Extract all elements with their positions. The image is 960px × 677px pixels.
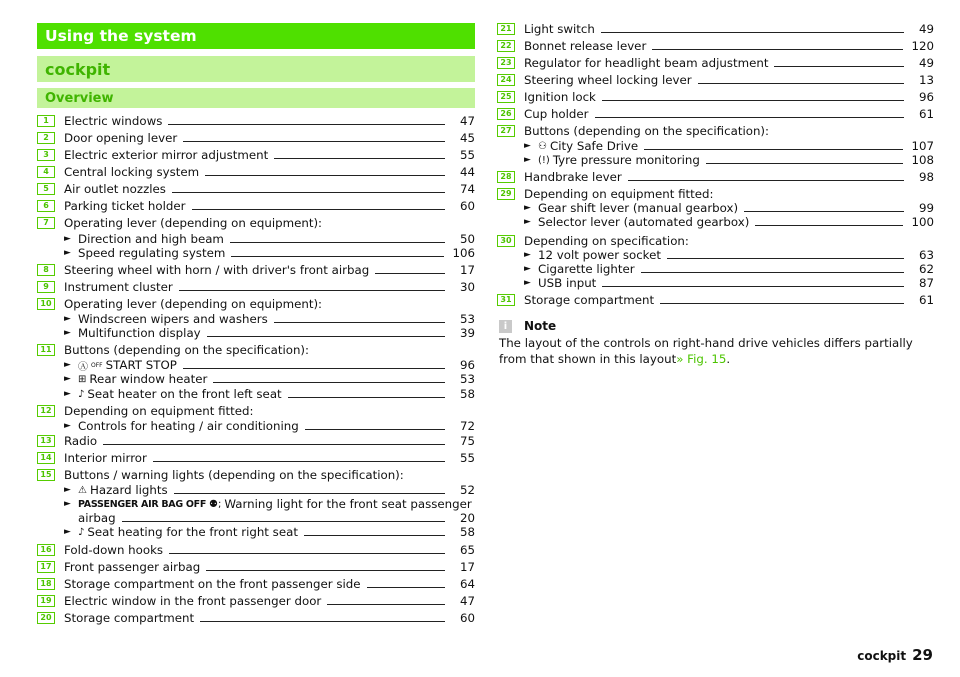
item-number: 11 — [37, 344, 55, 356]
page-ref[interactable]: 87 — [918, 276, 934, 290]
chapter-heading: cockpit — [37, 56, 475, 82]
leader-line — [168, 124, 445, 125]
bullet-icon: ► — [64, 248, 71, 258]
sub-entry-line[interactable] — [64, 418, 475, 434]
page-ref[interactable]: 99 — [918, 201, 934, 215]
entry-line[interactable] — [524, 169, 934, 185]
leader-line — [206, 570, 445, 571]
leader-line — [192, 209, 446, 210]
entry-text: Radio — [64, 434, 98, 448]
leader-line — [304, 535, 445, 536]
page-ref[interactable]: 72 — [459, 419, 475, 433]
entry-line[interactable] — [64, 130, 475, 146]
leader-line — [183, 368, 445, 369]
page-ref[interactable]: 20 — [459, 511, 475, 525]
bullet-icon: ► — [524, 217, 531, 227]
item-number: 1 — [37, 115, 55, 127]
bullet-icon: ► — [524, 250, 531, 260]
entry-text: Front passenger airbag — [64, 560, 201, 574]
page-ref[interactable]: 100 — [911, 215, 934, 229]
entry-text: Depending on equipment fitted: — [524, 187, 714, 201]
page-ref[interactable]: 63 — [918, 248, 934, 262]
note-text — [499, 335, 929, 367]
airbag-off-icon: ⚉; — [209, 498, 222, 510]
bullet-icon: ► — [64, 234, 71, 244]
entry-text: Steering wheel locking lever — [524, 73, 692, 87]
bullet-icon: ► — [64, 360, 71, 370]
entry-line[interactable] — [64, 342, 475, 358]
bullet-icon: ► — [64, 374, 71, 384]
page-ref[interactable]: 106 — [452, 246, 475, 260]
leader-line — [602, 286, 904, 287]
sub-entry-line[interactable] — [524, 275, 934, 291]
leader-line — [644, 149, 903, 150]
bullet-icon: ► — [64, 328, 71, 338]
item-number: 6 — [37, 200, 55, 212]
leader-line — [172, 192, 445, 193]
leader-line — [200, 621, 445, 622]
item-number: 9 — [37, 281, 55, 293]
entry-line[interactable] — [64, 559, 475, 575]
note-heading — [499, 319, 556, 333]
off-label: OFF — [91, 361, 103, 369]
page-ref[interactable]: 58 — [459, 525, 475, 539]
bullet-icon: ► — [64, 527, 71, 537]
page-ref[interactable]: 44 — [459, 165, 475, 179]
leader-line — [103, 444, 445, 445]
page-ref[interactable]: 107 — [911, 139, 934, 153]
page-ref[interactable]: 55 — [459, 148, 475, 162]
leader-line — [595, 117, 904, 118]
entry-text: Handbrake lever — [524, 170, 622, 184]
entry-line[interactable] — [64, 164, 475, 180]
item-number: 27 — [497, 125, 515, 137]
leader-line — [207, 336, 445, 337]
entry-line[interactable] — [524, 38, 934, 54]
entry-text: Speed regulating system — [78, 246, 226, 260]
leader-line — [274, 322, 445, 323]
leader-line — [153, 461, 445, 462]
item-number: 14 — [37, 452, 55, 464]
sub-entry-line[interactable] — [64, 371, 475, 387]
tyre-pressure-icon: (!) — [538, 154, 550, 166]
entry-line[interactable] — [64, 433, 475, 449]
entry-line[interactable] — [524, 106, 934, 122]
entry-line[interactable] — [64, 610, 475, 626]
entry-text: Windscreen wipers and washers — [78, 312, 268, 326]
leader-line — [641, 272, 904, 273]
page-ref[interactable]: 13 — [918, 73, 934, 87]
leader-line — [660, 303, 904, 304]
hazard-triangle-icon: ⚠ — [78, 484, 87, 496]
bullet-icon: ► — [64, 389, 71, 399]
page-ref[interactable]: 74 — [459, 182, 475, 196]
page-ref[interactable]: 53 — [459, 372, 475, 386]
item-number: 22 — [497, 40, 515, 52]
entry-text: Regulator for headlight beam adjustment — [524, 56, 769, 70]
bullet-icon: ► — [524, 278, 531, 288]
entry-line[interactable] — [64, 215, 475, 231]
entry-text: Parking ticket holder — [64, 199, 186, 213]
footer-section: cockpit — [857, 649, 907, 663]
leader-line — [774, 66, 904, 67]
page-ref[interactable]: 52 — [459, 483, 475, 497]
item-number: 2 — [37, 132, 55, 144]
entry-text: USB input — [538, 276, 597, 290]
entry-text: Seat heating for the front right seat — [87, 525, 298, 539]
item-number: 13 — [37, 435, 55, 447]
leader-line — [305, 429, 445, 430]
page-ref[interactable]: 75 — [459, 434, 475, 448]
item-number: 23 — [497, 57, 515, 69]
entry-text: Tyre pressure monitoring — [552, 153, 700, 167]
bullet-icon: ► — [64, 485, 71, 495]
page-ref[interactable]: 60 — [459, 611, 475, 625]
entry-line[interactable] — [64, 279, 475, 295]
item-number: 5 — [37, 183, 55, 195]
note-body: The layout of the controls on right-hand drive vehicles differs partially from that shown in this layout — [499, 336, 913, 366]
entry-text: Depending on specification: — [524, 234, 689, 248]
rear-window-heater-icon: ⊞ — [78, 373, 87, 385]
item-number: 16 — [37, 544, 55, 556]
entry-text: Buttons (depending on the specification): — [524, 124, 769, 138]
subsection-heading: Overview — [37, 88, 475, 108]
item-number: 28 — [497, 171, 515, 183]
entry-text: City Safe Drive — [549, 139, 639, 153]
bullet-icon: ► — [524, 264, 531, 274]
leader-line — [169, 553, 445, 554]
entry-line[interactable] — [524, 89, 934, 105]
leader-line — [755, 225, 903, 226]
entry-text: START STOP — [105, 358, 177, 372]
item-number: 29 — [497, 188, 515, 200]
item-number: 8 — [37, 264, 55, 276]
leader-line — [213, 382, 445, 383]
entry-text: Electric windows — [64, 114, 163, 128]
entry-text: Selector lever (automated gearbox) — [538, 215, 750, 229]
leader-line — [179, 290, 445, 291]
item-number: 20 — [37, 612, 55, 624]
entry-line[interactable] — [524, 55, 934, 71]
leader-line — [122, 521, 445, 522]
city-safe-drive-icon: ⚇ — [538, 140, 547, 152]
leader-line — [367, 587, 445, 588]
leader-line — [205, 175, 445, 176]
seat-heater-icon: ♪ — [78, 388, 85, 400]
note-end: . — [726, 352, 731, 366]
entry-line[interactable] — [64, 198, 475, 214]
entry-text: Direction and high beam — [78, 232, 224, 246]
entry-line[interactable] — [524, 292, 934, 308]
item-number: 10 — [37, 298, 55, 310]
entry-text: Storage compartment — [524, 293, 655, 307]
leader-line — [327, 604, 445, 605]
page-ref[interactable]: 39 — [459, 326, 475, 340]
page-ref[interactable]: 98 — [918, 170, 934, 184]
entry-text: Buttons (depending on the specification): — [64, 343, 309, 357]
page-ref[interactable]: 47 — [459, 114, 475, 128]
page-ref[interactable]: 49 — [918, 22, 934, 36]
leader-line — [230, 242, 445, 243]
entry-line[interactable] — [64, 296, 475, 312]
entry-text: Storage compartment — [64, 611, 195, 625]
bullet-icon: ► — [524, 203, 531, 213]
page-ref[interactable]: 64 — [459, 577, 475, 591]
page-ref[interactable]: 55 — [459, 451, 475, 465]
bullet-icon: ► — [524, 155, 531, 165]
page-ref[interactable]: 96 — [459, 358, 475, 372]
item-number: 31 — [497, 294, 515, 306]
leader-line — [602, 100, 904, 101]
page-ref[interactable]: 50 — [459, 232, 475, 246]
leader-line — [183, 141, 445, 142]
item-number: 17 — [37, 561, 55, 573]
seat-heater-icon: ♪ — [78, 526, 85, 538]
leader-line — [174, 493, 445, 494]
entry-line[interactable] — [64, 181, 475, 197]
leader-line — [652, 49, 903, 50]
page-ref[interactable]: 49 — [918, 56, 934, 70]
entry-text: Interior mirror — [64, 451, 147, 465]
page-ref[interactable]: 30 — [459, 280, 475, 294]
page-ref[interactable]: 47 — [459, 594, 475, 608]
entry-text: Electric exterior mirror adjustment — [64, 148, 269, 162]
page-ref[interactable]: 58 — [459, 387, 475, 401]
item-number: 24 — [497, 74, 515, 86]
sub-entry-line[interactable] — [64, 524, 475, 540]
entry-text: Gear shift lever (manual gearbox) — [538, 201, 739, 215]
leader-line — [375, 273, 445, 274]
entry-line[interactable] — [524, 123, 934, 139]
page-ref[interactable]: 108 — [911, 153, 934, 167]
leader-line — [288, 397, 445, 398]
item-number: 15 — [37, 469, 55, 481]
leader-line — [274, 158, 445, 159]
page-ref[interactable]: 61 — [918, 107, 934, 121]
entry-line[interactable] — [64, 542, 475, 558]
entry-text: Operating lever (depending on equipment): — [64, 216, 323, 230]
sub-entry-line[interactable] — [524, 214, 934, 230]
entry-line[interactable] — [64, 403, 475, 419]
entry-text: Light switch — [524, 22, 595, 36]
entry-text: Buttons / warning lights (depending on the specification): — [64, 468, 404, 482]
entry-text: Door opening lever — [64, 131, 178, 145]
entry-line[interactable] — [64, 262, 475, 278]
entry-text: Instrument cluster — [64, 280, 173, 294]
page-ref[interactable]: 120 — [911, 39, 934, 53]
page-ref[interactable]: 45 — [459, 131, 475, 145]
sub-entry-line[interactable] — [64, 386, 475, 402]
item-number: 25 — [497, 91, 515, 103]
entry-line[interactable] — [64, 576, 475, 592]
passenger-airbag-label: PASSENGER AIR BAG OFF — [78, 498, 207, 510]
page-ref[interactable]: 61 — [918, 293, 934, 307]
bullet-icon: ► — [64, 314, 71, 324]
item-number: 21 — [497, 23, 515, 35]
entry-text: Central locking system — [64, 165, 200, 179]
leader-line — [706, 163, 904, 164]
entry-text: 12 volt power socket — [538, 248, 661, 262]
leader-line — [628, 180, 904, 181]
item-number: 12 — [37, 405, 55, 417]
entry-text: Electric window in the front passenger door — [64, 594, 322, 608]
page-ref[interactable]: 17 — [459, 560, 475, 574]
entry-text: Rear window heater — [89, 372, 208, 386]
entry-line[interactable] — [64, 113, 475, 129]
entry-text: Ignition lock — [524, 90, 596, 104]
entry-text: airbag — [78, 511, 116, 525]
entry-text: Cup holder — [524, 107, 589, 121]
note-label: Note — [524, 319, 557, 333]
entry-text: Controls for heating / air conditioning — [78, 419, 299, 433]
entry-line[interactable] — [64, 450, 475, 466]
entry-text: Steering wheel with horn / with driver's front airbag — [64, 263, 370, 277]
page-ref[interactable]: 65 — [459, 543, 475, 557]
entry-line[interactable] — [64, 147, 475, 163]
entry-text: Multifunction display — [78, 326, 201, 340]
entry-line[interactable] — [524, 21, 934, 37]
entry-text: Warning light for the front seat passenger — [224, 497, 472, 511]
page-ref[interactable]: 62 — [918, 262, 934, 276]
item-number: 3 — [37, 149, 55, 161]
item-number: 19 — [37, 595, 55, 607]
entry-text: Storage compartment on the front passenger side — [64, 577, 361, 591]
item-number: 18 — [37, 578, 55, 590]
info-icon: i — [499, 320, 512, 333]
page-ref[interactable]: 17 — [459, 263, 475, 277]
bullet-icon: ► — [64, 499, 71, 509]
leader-line — [698, 83, 904, 84]
entry-text: Seat heater on the front left seat — [87, 387, 282, 401]
entry-text: Fold-down hooks — [64, 543, 164, 557]
entry-line[interactable] — [64, 467, 475, 483]
bullet-icon: ► — [524, 141, 531, 151]
entry-text: Depending on equipment fitted: — [64, 404, 254, 418]
figure-link[interactable]: » Fig. 15 — [676, 352, 727, 366]
page-footer — [857, 646, 933, 664]
entry-text: Hazard lights — [89, 483, 168, 497]
entry-line[interactable] — [64, 593, 475, 609]
leader-line — [231, 256, 444, 257]
leader-line — [744, 211, 904, 212]
entry-text: Cigarette lighter — [538, 262, 635, 276]
entry-text: Bonnet release lever — [524, 39, 647, 53]
entry-text: Air outlet nozzles — [64, 182, 166, 196]
section-heading: Using the system — [37, 23, 475, 49]
leader-line — [667, 258, 904, 259]
sub-entry-line[interactable] — [64, 325, 475, 341]
entry-text: Operating lever (depending on equipment): — [64, 297, 323, 311]
sub-entry-line[interactable] — [524, 152, 934, 168]
entry-line[interactable] — [524, 72, 934, 88]
start-stop-icon: Ⓐ — [78, 361, 88, 373]
item-number: 4 — [37, 166, 55, 178]
leader-line — [601, 32, 904, 33]
page-ref[interactable]: 96 — [918, 90, 934, 104]
sub-entry-line[interactable] — [64, 245, 475, 261]
page-ref[interactable]: 53 — [459, 312, 475, 326]
item-number: 7 — [37, 217, 55, 229]
bullet-icon: ► — [64, 421, 71, 431]
page-number: 29 — [912, 646, 933, 664]
item-number: 30 — [497, 235, 515, 247]
item-number: 26 — [497, 108, 515, 120]
page-ref[interactable]: 60 — [459, 199, 475, 213]
